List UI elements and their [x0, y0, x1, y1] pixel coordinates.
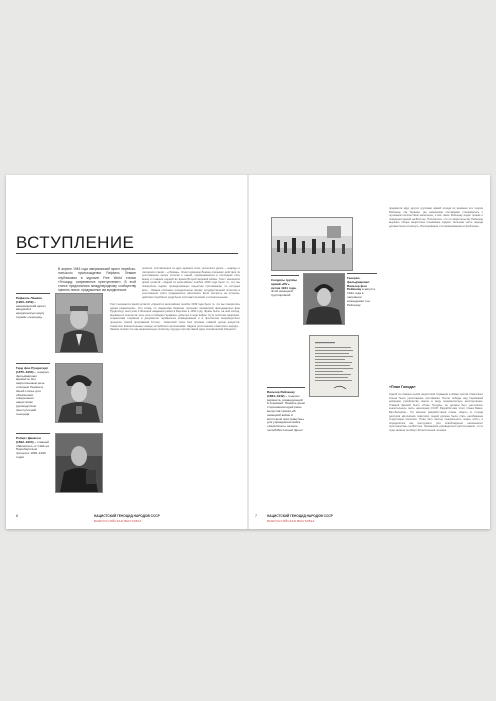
page-number-right: 7 — [255, 514, 257, 518]
soldiers-photo — [271, 217, 353, 271]
reichenau-portrait — [303, 273, 345, 325]
jackson-caption — [16, 433, 50, 460]
intro-paragraph: В апреле 1945 года американский юрист еврейско-польского происхождения Рафаэль Лемкин опубликовал в журнале Free World статью «Геноцид: современное преступление». В этой статье предлагалось международному сообществу принять новое, придуманное им юридическое — [58, 267, 136, 293]
jackson-caption-title: Роберт Джексон (1892–1954) – — [16, 436, 41, 444]
reichenau-caption — [347, 273, 377, 307]
order-caption-title: Вальтер Рейхенау (1884–1942) – — [267, 390, 295, 398]
soldiers-caption-title: Солдаты группы армий «Юг» летом 1941 года. — [271, 278, 297, 290]
page-title: ВСТУПЛЕНИЕ — [16, 233, 135, 252]
order-caption — [267, 387, 305, 433]
jackson-photo — [55, 433, 103, 493]
footer-right-sub: ВСЕРОССИЙСКАЯ ВЫСТАВКА — [267, 518, 315, 523]
right-page — [249, 175, 490, 529]
lemkin-caption-body: американский юрист, введший в юридическую науку термин «геноцид» — [16, 303, 47, 319]
right-text-column-top: предметов двух других группами армий исходя из времени эта теория Рейхенау. На Украине, где немецкими поставками сталкивались с огромным количеством населения, и всё такое Рейхенау издал приказ о поведении армий на Востоке. Полагалось, что по свидетельству Рейхенау выразил общее нацистское понимание задачи: большая часть народа должна была исчезнуть. Изолирование и спланированная истребление... — [389, 207, 483, 228]
rundstedt-caption-body: генерал-фельдмаршал вермахта. Его закрепленным речь штатным Лемкин в своей статье для объяснения совершения нацистским руководством преступлений геноцида — [16, 369, 50, 416]
plan-hunger-heading: «План Голода» — [389, 385, 416, 389]
text-column-right-top: понятие, составленное из двух древних слов: греческого genos – «народ» и латинского caedo – «убиваю». Этим термином Лемкин описывал действия по уничтожению целых этносов и наций, применявшиеся в последние пять веков и ставшие нормой во время Второй мировой войны. Текст начинался яркой цитатой: «Одной из величайших ошибок 1939 года было то, что мы покорились идеям, принадлежащих нацистам противникам, по которым всех... Лемкин описывал определенную форму государственной политики в уничтожении части гражданского населения. Если смотреть на историю, действия подобного рода были систематическими и сознательными. — [142, 267, 240, 299]
order-document — [309, 335, 359, 397]
lemkin-caption — [16, 293, 50, 320]
order-caption-body: генерал вермахта, командующий 6-й армией. Назвать крым сторонником идей расы, выпустив приказ «В немецкий войне в восточном пространстве» для упразднения войск «Азиатского» на весь четкий Восточный фронт — [267, 393, 305, 432]
soldiers-caption-body: Этой немецкой группировкой — [271, 289, 293, 298]
book-spread — [6, 175, 490, 529]
page-number-left: 6 — [16, 514, 18, 518]
main-text-column: Текст начинался яркой цитатой: «Одной из величайших ошибок 1939 года было то, что мы покорились идеям разделения». Эти слова, по сведениям Лемкина, произнёс германский фельдмаршал фон Рундштедт, выступая в Военной академии рейха в Берлине в 1943 году. Фраза была, на мой взгляд, вырвана из контекста: речь шла о победах Германии, добытых в ходе войны. Суть политики национал-социализма отражена в документах германского командования и в протоколах Нюрнбергского процесса. Своей программой Гитлер... Советский Союз был признан главной целью нацистов. Советских военнопленных немцы истребляли миллионами. Задача уничтожения советского народа... Лемкин описал это как национальную политику, идущую против самой идеи человеческой общности. — [110, 303, 240, 332]
footer-left-title: НАЦИСТСКИЙ ГЕНОЦИД НАРОДОВ СССР — [94, 514, 160, 518]
left-page — [6, 175, 247, 529]
right-text-column-bottom: Одной из главных целей нацистской Германии в войне против Советского Союза было уничтожение противника. После победы над Германией немецкое руководство имело в виду экономическую эксплуатацию. Главной фразой было «План Голода»: он должен был уничтожить значительную часть населения СССР. Разработчики этого плана Бакке, Бах-Зелевски... По мнению разработчиков плана, смерть от голода десятков миллионов советских людей должна была стать неизбежным следствием политики. План был частью генерального плана «Ост» и определялся как инструмент для освобождения «жизненного пространства» на Востоке. Германские руководители рассчитывали, что в ходе захвата погибнут 30 миллионов человек. — [389, 393, 483, 432]
footer-left — [94, 514, 160, 523]
soldiers-caption — [271, 275, 299, 298]
footer-right-title: НАЦИСТСКИЙ ГЕНОЦИД НАРОДОВ СССР — [267, 514, 333, 518]
footer-left-sub: ВСЕРОССИЙСКАЯ ВЫСТАВКА — [94, 518, 142, 523]
rundstedt-caption — [16, 363, 50, 416]
lemkin-photo — [55, 293, 103, 353]
reichenau-caption-body: в августе 1941 года в оккупации командовал ген. Рейхенау — [347, 287, 376, 307]
reichenau-caption-title: Генерал-фельдмаршал Вальтер фон Рейхенау — [347, 276, 370, 292]
rundstedt-caption-title: Герд фон Рундштедт (1875–1953) – — [16, 366, 49, 374]
lemkin-caption-title: Рафаэль Лемкин (1900–1959) – — [16, 296, 42, 304]
footer-right — [267, 514, 333, 523]
jackson-caption-body: главный обвинитель от США на Нюрнбергском процессе 1945–1946 годов — [16, 439, 49, 459]
rundstedt-photo — [55, 363, 103, 423]
title-rule — [16, 253, 238, 254]
